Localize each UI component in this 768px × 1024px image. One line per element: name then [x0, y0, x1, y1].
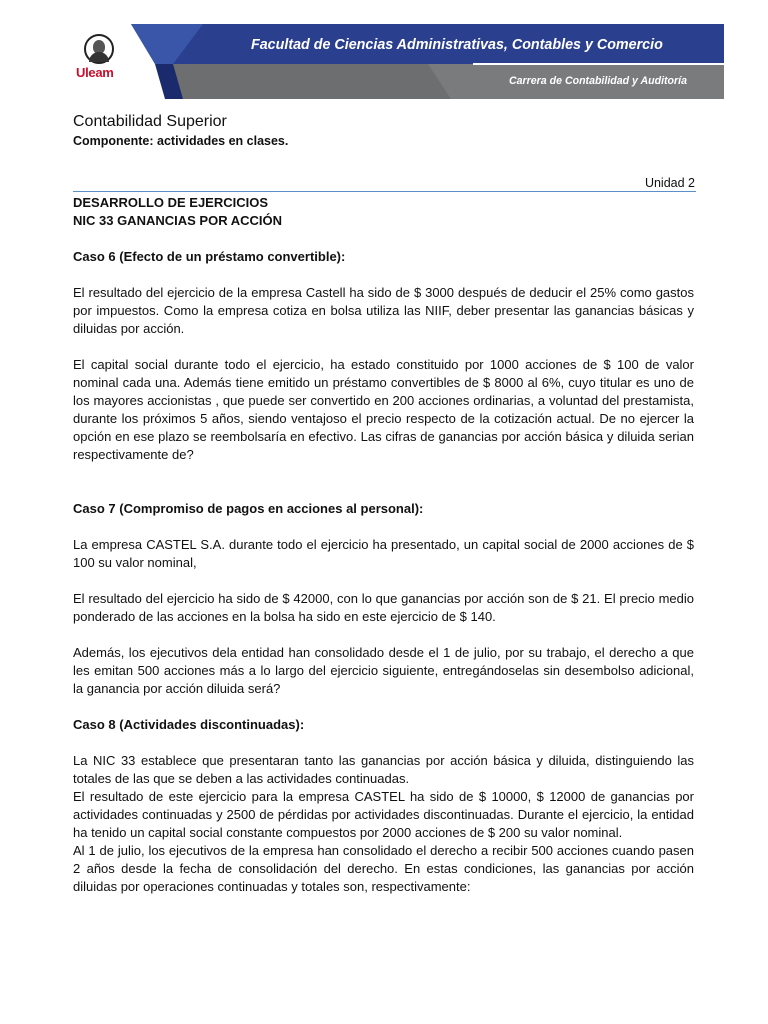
document-title: Contabilidad Superior — [73, 113, 227, 130]
logo-emblem-icon — [84, 34, 114, 64]
case6-heading: Caso 6 (Efecto de un préstamo convertible): — [73, 249, 346, 264]
document-body — [73, 194, 694, 896]
case7-heading: Caso 7 (Compromiso de pagos en acciones al personal): — [73, 501, 424, 516]
case7-paragraph-1: La empresa CASTEL S.A. durante todo el ejercicio ha presentado, un capital social de 2000 acciones de $ 100 su valor nominal, — [73, 537, 694, 570]
case8-heading: Caso 8 (Actividades discontinuadas): — [73, 717, 305, 732]
section-subheading: NIC 33 GANANCIAS POR ACCIÓN — [73, 213, 282, 228]
case8-paragraph-3: Al 1 de julio, los ejecutivos de la empresa han consolidado el derecho a recibir 500 acciones cuando pasen 2 años desde la fecha de consolidación del derecho. En estas condiciones, las ganancias por acción diluidas por operaciones continuadas y totales son, respectivamente: — [73, 843, 694, 894]
section-heading: DESARROLLO DE EJERCICIOS — [73, 195, 269, 210]
case7-paragraph-2: El resultado del ejercicio ha sido de $ 42000, con lo que ganancias por acción son de $ 21. El precio medio ponderado de las acciones en la bolsa ha sido en este ejercicio de $ 140. — [73, 591, 694, 624]
case6-paragraph-2: El capital social durante todo el ejercicio, ha estado constituido por 1000 acciones de $ 100 de valor nominal cada una. Además tiene emitido un préstamo convertibles de $ 8000 al 6%, cuyo titular es uno de los mayores accionistas , que puede ser convertido en 200 acciones ordinarias, a voluntad del prestamista, durante los próximos 5 años, siendo ventajoso el precio respecto de la cotización actual. De no ejercer la opción en ese plazo se reembolsaría en efectivo. Las cifras de ganancias por acción básica y diluida serian respectivamente de? — [73, 357, 694, 462]
uleam-logo — [73, 24, 131, 99]
unit-label: Unidad 2 — [644, 176, 695, 190]
career-subtitle: Carrera de Contabilidad y Auditoría — [509, 75, 687, 87]
logo-text: Uleam — [76, 65, 114, 80]
case6-paragraph-1: El resultado del ejercicio de la empresa Castell ha sido de $ 3000 después de deducir el 25% como gastos por impuestos. Como la empresa cotiza en bolsa utiliza las NIIF, deber presentar las ganancias básicas y diluidas por acción. — [73, 285, 694, 336]
faculty-title: Facultad de Ciencias Administrativas, Contables y Comercio — [251, 37, 663, 53]
case8-paragraph-1: La NIC 33 establece que presentaran tanto las ganancias por acción básica y diluida, distinguiendo las totales de las que se deben a las actividades continuadas. — [73, 753, 694, 786]
banner-background — [73, 24, 724, 99]
document-component: Componente: actividades en clases. — [73, 134, 289, 148]
header-banner — [73, 24, 724, 99]
case7-paragraph-3: Además, los ejecutivos dela entidad han consolidado desde el 1 de julio, por su trabajo, el derecho a que les emitan 500 acciones más a lo largo del ejercicio siguiente, entregándoselas sin desembolso adicional, la ganancia por acción diluida será? — [73, 645, 694, 696]
header-divider — [73, 191, 696, 192]
case8-paragraph-2: El resultado de este ejercicio para la empresa CASTEL ha sido de $ 10000, $ 12000 de ganancias por actividades continuadas y 2500 de pérdidas por actividades discontinuadas. Durante el ejercicio, la entidad ha tenido un capital social constante compuestos por 2000 acciones de $ 200 su valor nominal. — [73, 789, 694, 840]
